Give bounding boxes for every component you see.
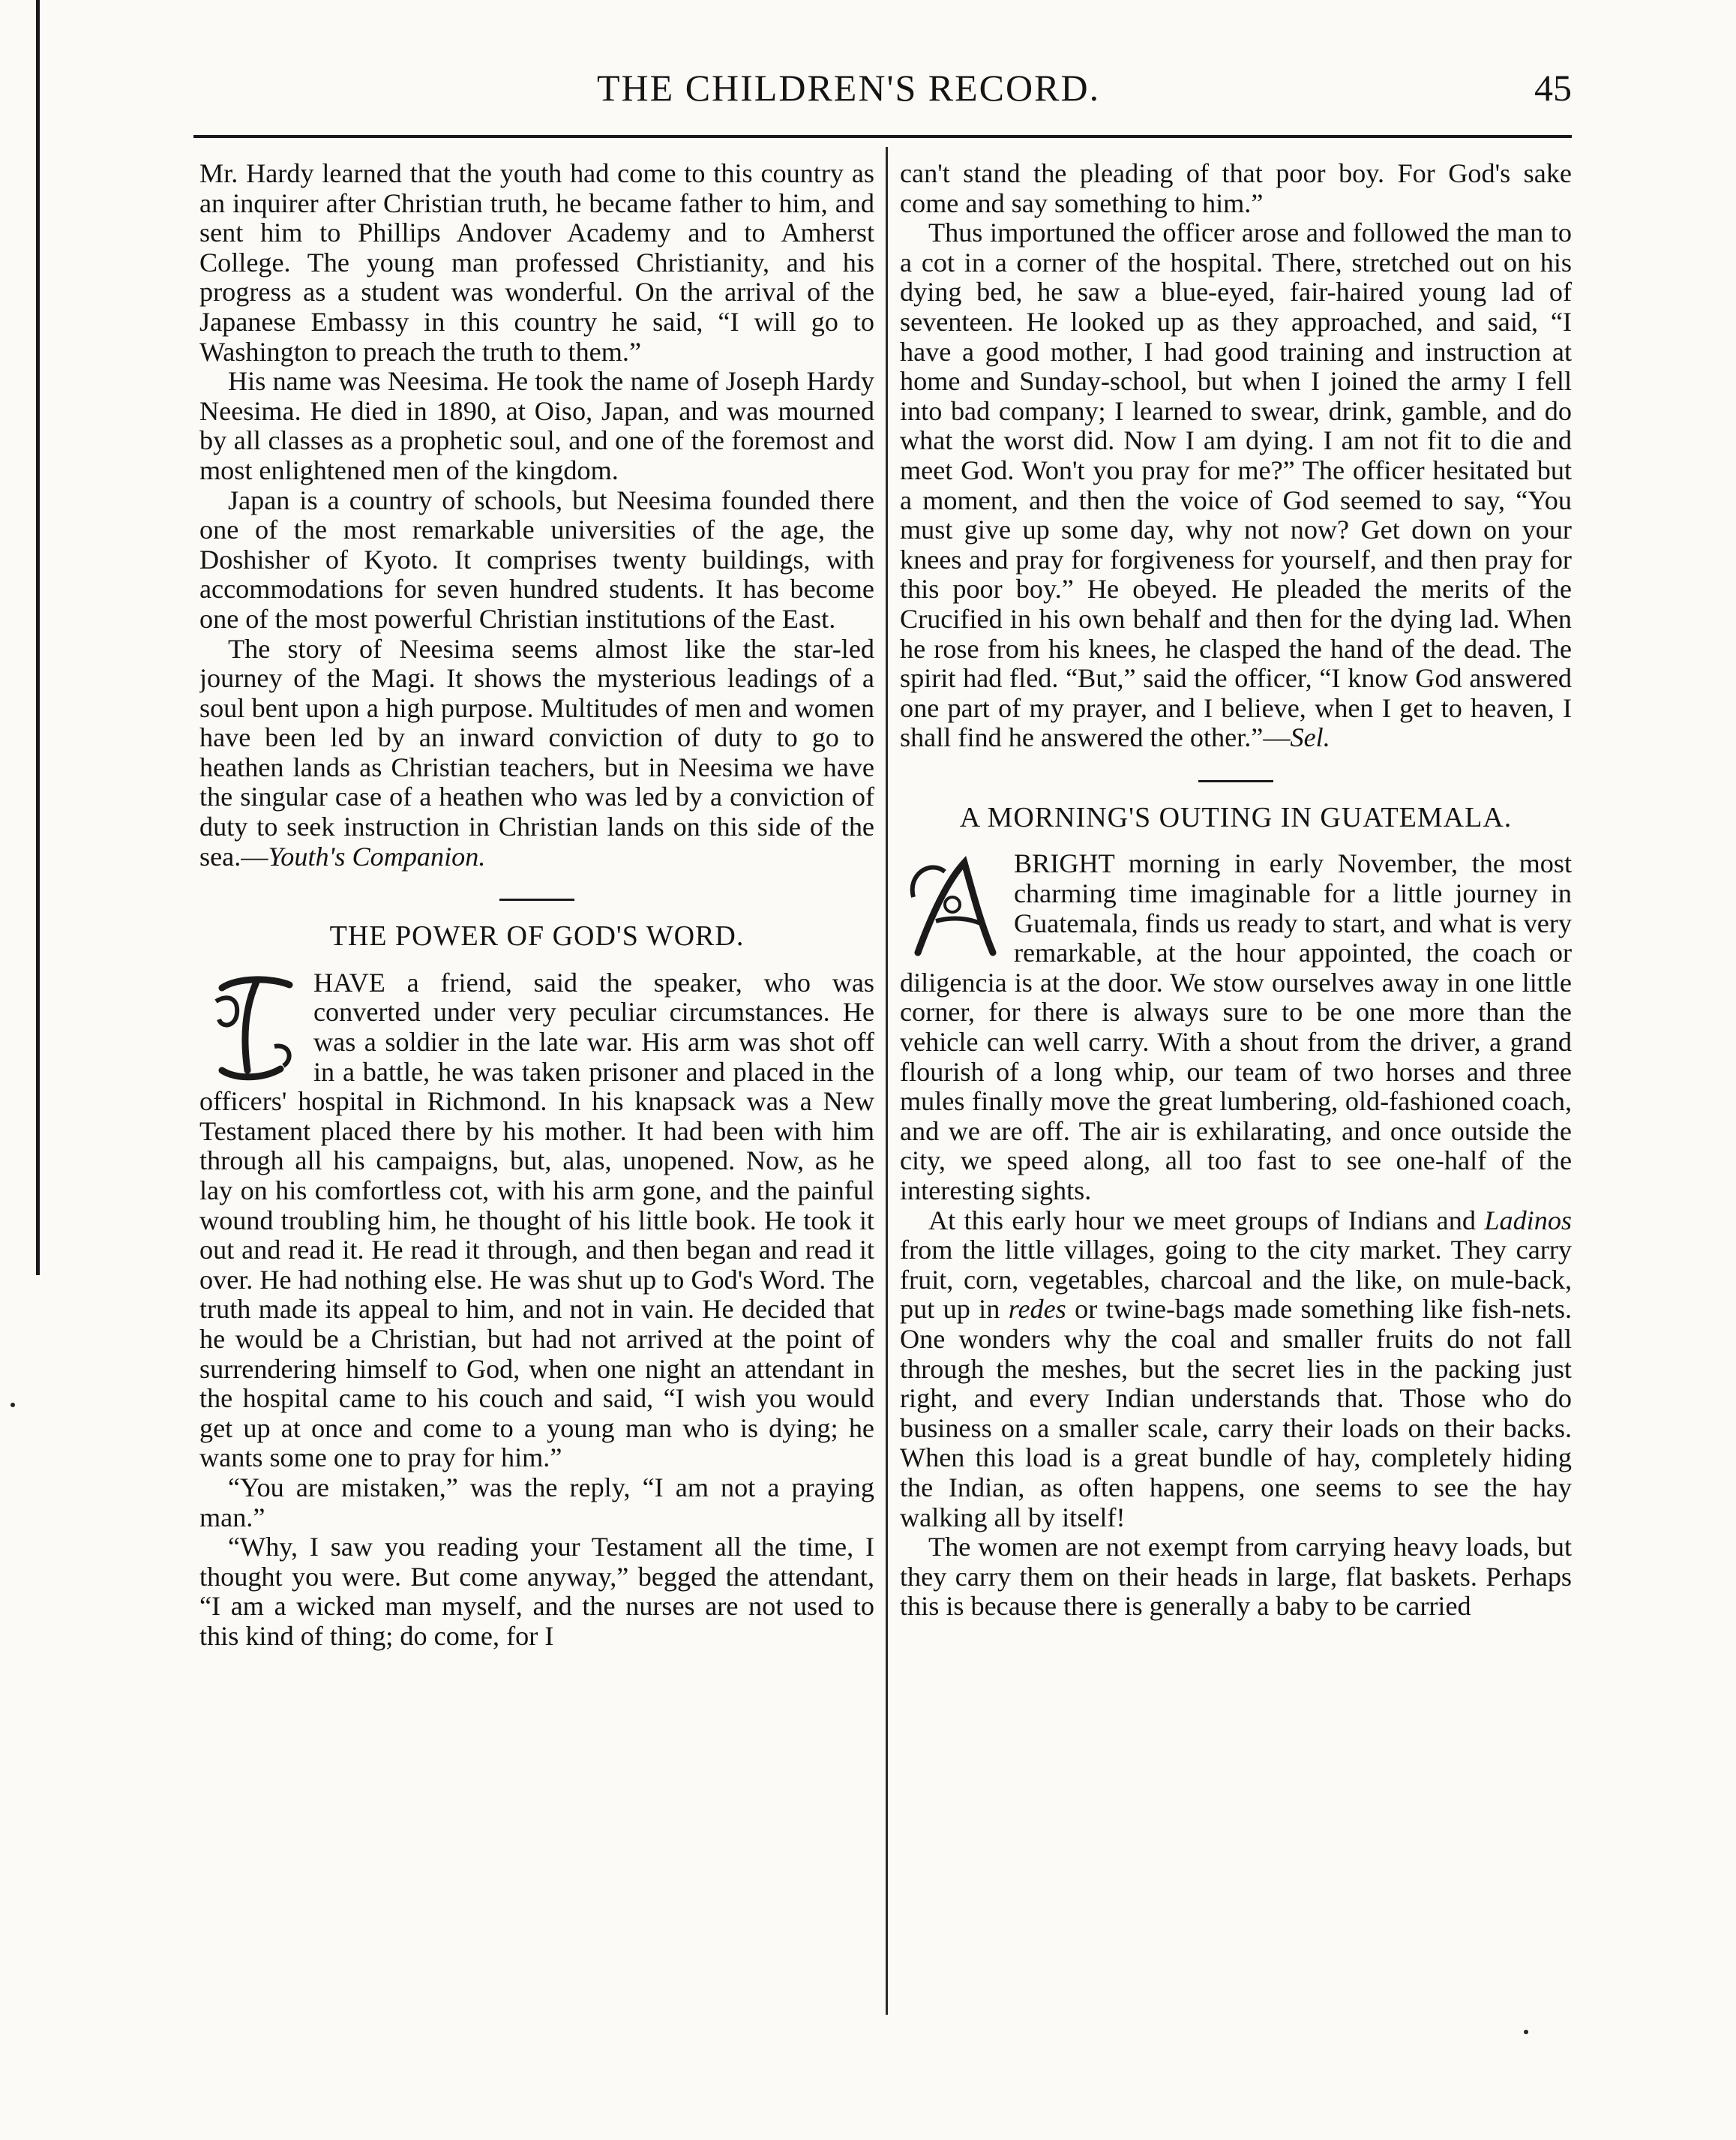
header-rule xyxy=(193,135,1572,138)
page-number: 45 xyxy=(1534,67,1572,109)
power-continued-paragraph-1: can't stand the pleading of that poor boy. For God's sake come and say something to him.” xyxy=(900,159,1572,218)
section-separator xyxy=(499,899,574,901)
guatemala-paragraph-2 xyxy=(900,1206,1572,1533)
guatemala-paragraph-2-part-c: or twine-bags made something like fish-nets. One wonders why the coal and smaller fruits do not fall through the meshes, but the secret lies in the packing just right, and every Indian understands that. Those who do business on a smaller scale, carry their loads on their backs. When this load is a great bundle of hay, completely hiding the Indian, as often happens, one seems to see the hay walking all by itself! xyxy=(900,1294,1572,1532)
term-redes: redes xyxy=(1008,1294,1066,1325)
drop-cap-i xyxy=(199,971,306,1084)
neesima-paragraph-1: Mr. Hardy learned that the youth had come to this country as an inquirer after Christian truth, he became father to him, and sent him to Phillips Andover Academy and to Amherst College. The young man professed Christianity, and his progress as a student was wonderful. On the arrival of the Japanese Embassy in this country he said, “I will go to Washington to preach the truth to them.” xyxy=(199,159,874,367)
power-paragraph-2: “You are mistaken,” was the reply, “I am not a praying man.” xyxy=(199,1472,874,1532)
guatemala-paragraph-2-part-b: from the little villages, going to the city market. They carry fruit, corn, vegetables, charcoal and the like, on mule-back, put up in xyxy=(900,1235,1572,1325)
print-speck xyxy=(1524,2030,1528,2034)
section-separator xyxy=(1198,780,1273,782)
power-paragraph-3: “Why, I saw you reading your Testament all the time, I thought you were. But come anyway,” begged the attendant, “I am a wicked man myself, and the nurses are not used to this kind of thing; do come, for I xyxy=(199,1532,874,1651)
power-continued-paragraph-2-text: Thus importuned the officer arose and followed the man to a cot in a corner of the hospital. There, stretched out on his dying bed, he saw a blue-eyed, fair-haired young lad of seventeen. He looked up as they approached, and said, “I have a good mother, I had good training and instruction at home and Sunday-school, but when I joined the army I fell into bad company; I learned to swear, drink, gamble, and do what the worst did. Now I am dying. I am not fit to die and meet God. Won't you pray for me?” The officer hesitated but a moment, and then the voice of God seemed to say, “You must give up some day, why not now? Get down on your knees and pray for forgiveness for yourself, and then pray for this poor boy.” He obeyed. He pleaded the merits of the Crucified in his own behalf and then for the dying lad. When he rose from his knees, he clasped the hand of the dead. The spirit had fled. “But,” said the officer, “I know God answered one part of my prayer, and I believe, when I get to heaven, I shall find he answered the other.”— xyxy=(900,218,1572,753)
power-continued-paragraph-2 xyxy=(900,218,1572,753)
neesima-paragraph-4 xyxy=(199,635,874,872)
source-credit-youths-companion: Youth's Companion. xyxy=(268,841,486,872)
term-ladinos: Ladinos xyxy=(1484,1205,1572,1235)
binding-edge-rule xyxy=(36,0,40,1275)
drop-cap-a xyxy=(900,852,1006,965)
article-title-power-of-gods-word: THE POWER OF GOD'S WORD. xyxy=(329,920,745,953)
guatemala-paragraph-3: The women are not exempt from carrying heavy loads, but they carry them on their heads in large, flat baskets. Perhaps this is because there is generally a baby to be carried xyxy=(900,1532,1572,1622)
page-header xyxy=(193,62,1572,122)
article-title-morning-outing-guatemala: A MORNING'S OUTING IN GUATEMALA. xyxy=(959,801,1513,833)
power-paragraph-1: HAVE a friend, said the speaker, who was converted under very peculiar circumstances. He was a soldier in the late war. His arm was shot off in a battle, he was taken prisoner and placed in the officers' hospital in Richmond. In his knapsack was a New Testament placed there by his mother. It had been with him through all his campaigns, but, alas, unopened. Now, as he lay on his comfortless cot, with his arm gone, and the painful wound troubling him, he thought of his little book. He took it out and read it. He read it through, and then began and read it over. He had nothing else. He was shut up to God's Word. The truth made its appeal to him, and not in vain. He decided that he would be a Christian, but had not arrived at the point of surrendering himself to God, when one night an attendant in the hospital came to his couch and said, “I wish you would get up at once and come to a young man who is dying; he wants some one to pray for him.” xyxy=(199,967,874,1473)
left-column xyxy=(199,159,874,2087)
right-column xyxy=(900,159,1572,2087)
neesima-paragraph-3: Japan is a country of schools, but Neesima founded there one of the most remarkable universities of the age, the Doshisher of Kyoto. It comprises twenty buildings, with accommodations for seven hundred students. It has become one of the most powerful Christian institutions of the East. xyxy=(199,485,874,634)
column-divider xyxy=(886,147,888,2015)
ornate-initial-i-icon xyxy=(199,971,306,1084)
neesima-paragraph-4-text: The story of Neesima seems almost like the star-led journey of the Magi. It shows the mysterious leadings of a soul bent upon a high purpose. Multitudes of men and women have been led by an inward conviction of duty to go to heathen lands as Christian teachers, but in Neesima we have the singular case of a heathen who was led by a conviction of duty to seek instruction in Christian lands on this side of the sea.— xyxy=(199,633,874,872)
print-speck xyxy=(10,1403,15,1407)
guatemala-paragraph-1: BRIGHT morning in early November, the most charming time imaginable for a little journey in Guatemala, finds us ready to start, and what is very remarkable, at the hour appointed, the coach or diligencia is at the door. We stow ourselves away in one little corner, for there is always sure to be one more than the vehicle can well carry. With a shout from the driver, a grand flourish of a long whip, our team of two horses and three mules finally move the great lumbering, old-fashioned coach, and we are off. The air is exhilarating, and once outside the city, we speed along, all too fast to see one-half of the interesting sights. xyxy=(900,848,1572,1205)
ornate-initial-a-icon xyxy=(900,852,1006,965)
source-credit-sel: Sel. xyxy=(1290,722,1330,753)
neesima-paragraph-2: His name was Neesima. He took the name of Joseph Hardy Neesima. He died in 1890, at Oiso, Japan, and was mourned by all classes as a prophetic soul, and one of the foremost and most enlightened men of the kingdom. xyxy=(199,366,874,485)
guatemala-paragraph-2-part-a: At this early hour we meet groups of Indians and xyxy=(928,1205,1485,1235)
running-title: THE CHILDREN'S RECORD. xyxy=(597,67,1101,109)
